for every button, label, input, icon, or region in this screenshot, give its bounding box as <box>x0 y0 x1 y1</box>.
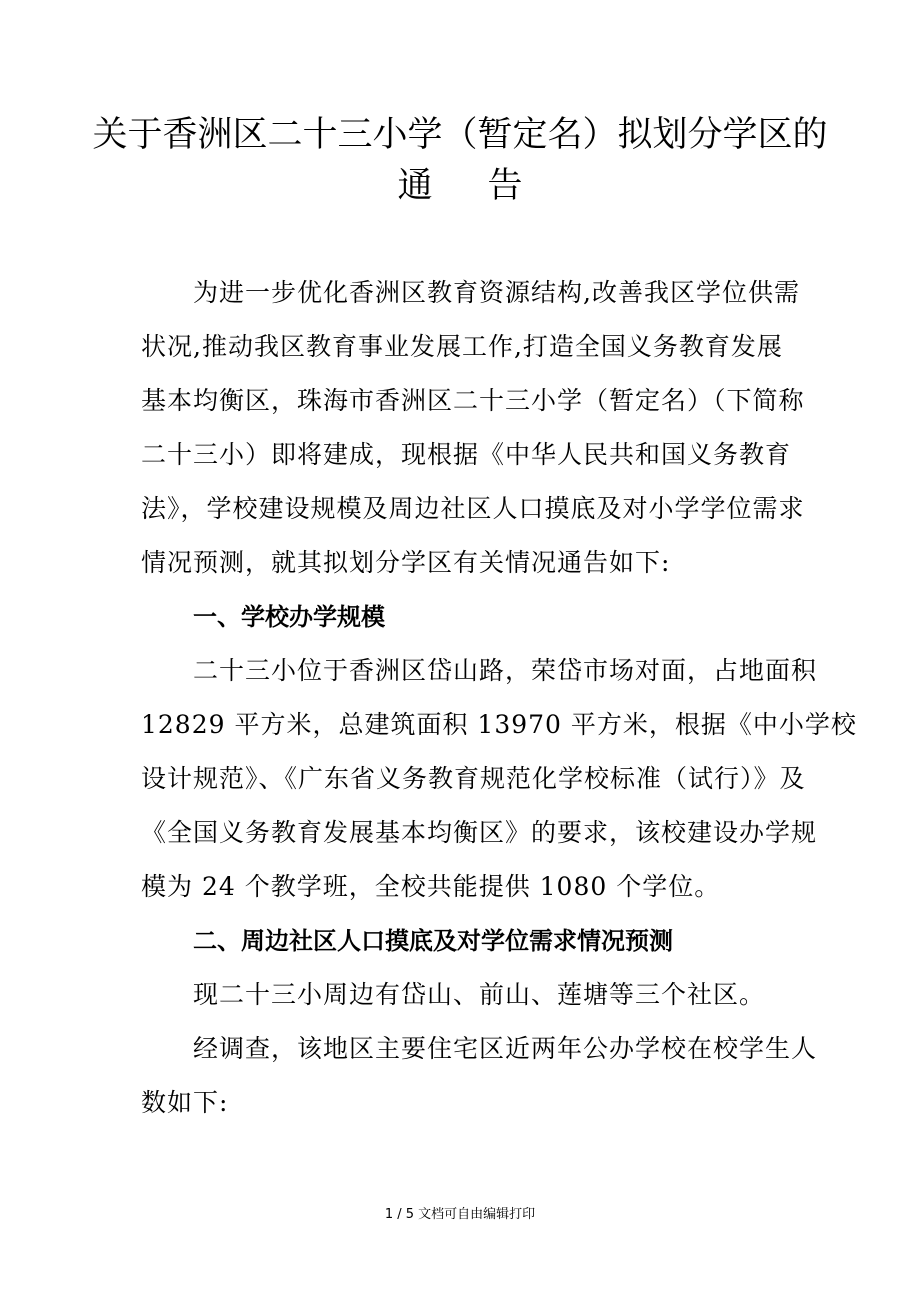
intro-line-4: 二十三小）即将建成，现根据《中华人民共和国义务教育 <box>141 440 792 469</box>
document-title-line-1: 关于香洲区二十三小学（暂定名）拟划分学区的 <box>92 115 828 155</box>
section1-line-4: 《全国义务教育发展基本均衡区》的要求，该校建设办学规 <box>141 818 818 847</box>
section1-heading: 一、学校办学规模 <box>193 603 385 631</box>
intro-line-3: 基本均衡区，珠海市香洲区二十三小学（暂定名）（下简称 <box>141 386 805 415</box>
section1-line-2: 12829 平方米，总建筑面积 13970 平方米，根据《中小学校 <box>141 710 857 739</box>
intro-line-6: 情况预测，就其拟划分学区有关情况通告如下: <box>141 548 671 577</box>
section2-paragraph-1: 现二十三小周边有岱山、前山、莲塘等三个社区。 <box>193 980 766 1009</box>
title-char-tong: 通 <box>397 166 433 206</box>
section1-line-1: 二十三小位于香洲区岱山路，荣岱市场对面，占地面积 <box>193 656 818 685</box>
document-title-line-2 <box>0 166 920 206</box>
title-char-gao: 告 <box>487 166 523 206</box>
section2-line-2: 数如下: <box>141 1088 229 1117</box>
intro-line-5: 法》，学校建设规模及周边社区人口摸底及对小学学位需求 <box>141 494 805 523</box>
intro-line-1: 为进一步优化香洲区教育资源结构,改善我区学位供需 <box>193 278 800 307</box>
page-footer: 1 / 5 文档可自由编辑打印 <box>384 1207 536 1222</box>
intro-line-2: 状况,推动我区教育事业发展工作,打造全国义务教育发展 <box>141 332 783 361</box>
section2-heading: 二、周边社区人口摸底及对学位需求情况预测 <box>193 927 673 955</box>
section1-line-3: 设计规范》、《广东省义务教育规范化学校标准（试行）》及 <box>141 764 806 793</box>
section2-line-1: 经调查，该地区主要住宅区近两年公办学校在校学生人 <box>193 1034 818 1063</box>
section1-line-5: 模为 24 个教学班，全校共能提供 1080 个学位。 <box>141 872 721 901</box>
